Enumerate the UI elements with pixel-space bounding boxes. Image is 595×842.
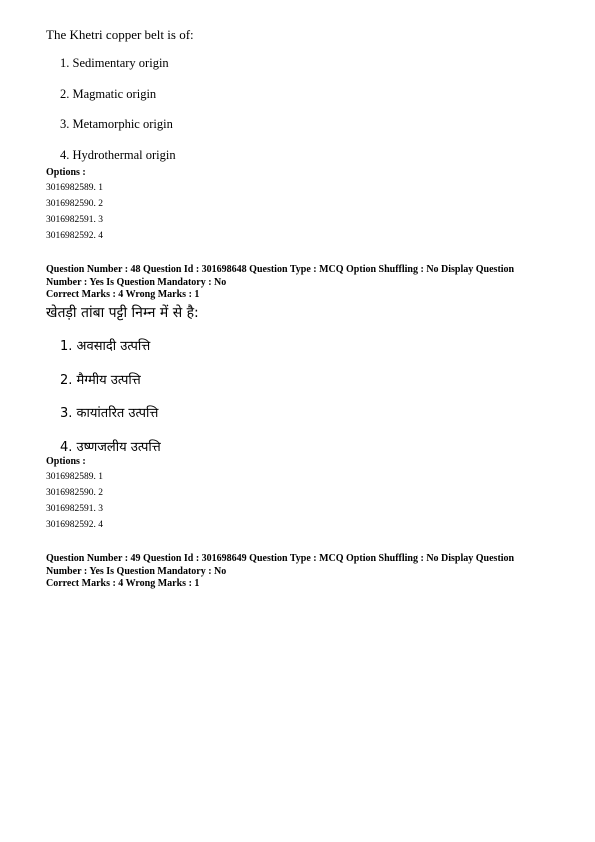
option-id: 3016982591. 3 — [46, 215, 103, 225]
option-id: 3016982592. 4 — [46, 231, 103, 241]
option-id: 3016982591. 3 — [46, 504, 103, 514]
option-id-list — [46, 472, 103, 536]
question-49-meta — [46, 553, 556, 591]
option-id-list — [46, 183, 103, 247]
option-id: 3016982590. 2 — [46, 488, 103, 498]
option-2: 2. मैग्मीय उत्पत्ति — [60, 372, 141, 388]
option-4: 4. Hydrothermal origin — [60, 147, 176, 162]
meta-line: Number : Yes Is Question Mandatory : No — [46, 565, 227, 577]
meta-line: Question Number : 49 Question Id : 301698649 Question Type : MCQ Option Shuffling : No Display Question — [46, 553, 515, 564]
meta-line: Question Number : 48 Question Id : 301698648 Question Type : MCQ Option Shuffling : No Display Question — [46, 264, 515, 275]
options-label: Options : — [46, 456, 86, 467]
question-48-text: खेतड़ी तांबा पट्टी निम्न में से है: — [46, 305, 199, 321]
question-48-options — [60, 336, 161, 470]
option-4: 4. उष्णजलीय उत्पत्ति — [60, 439, 161, 455]
option-3: 3. कायांतरित उत्पत्ति — [60, 406, 159, 421]
option-id: 3016982589. 1 — [46, 183, 103, 193]
meta-line: Correct Marks : 4 Wrong Marks : 1 — [46, 289, 200, 301]
option-id: 3016982592. 4 — [46, 520, 103, 530]
question-47-options — [60, 56, 176, 178]
option-1: 1. अवसादी उत्पत्ति — [60, 339, 151, 354]
question-48-meta — [46, 264, 556, 302]
question-47-text: The Khetri copper belt is of: — [46, 27, 194, 42]
options-label: Options : — [46, 167, 86, 178]
option-id: 3016982590. 2 — [46, 199, 103, 209]
meta-line: Number : Yes Is Question Mandatory : No — [46, 276, 227, 288]
option-2: 2. Magmatic origin — [60, 86, 157, 101]
option-3: 3. Metamorphic origin — [60, 117, 173, 131]
option-1: 1. Sedimentary origin — [60, 56, 169, 70]
option-id: 3016982589. 1 — [46, 472, 103, 482]
meta-line: Correct Marks : 4 Wrong Marks : 1 — [46, 578, 200, 590]
